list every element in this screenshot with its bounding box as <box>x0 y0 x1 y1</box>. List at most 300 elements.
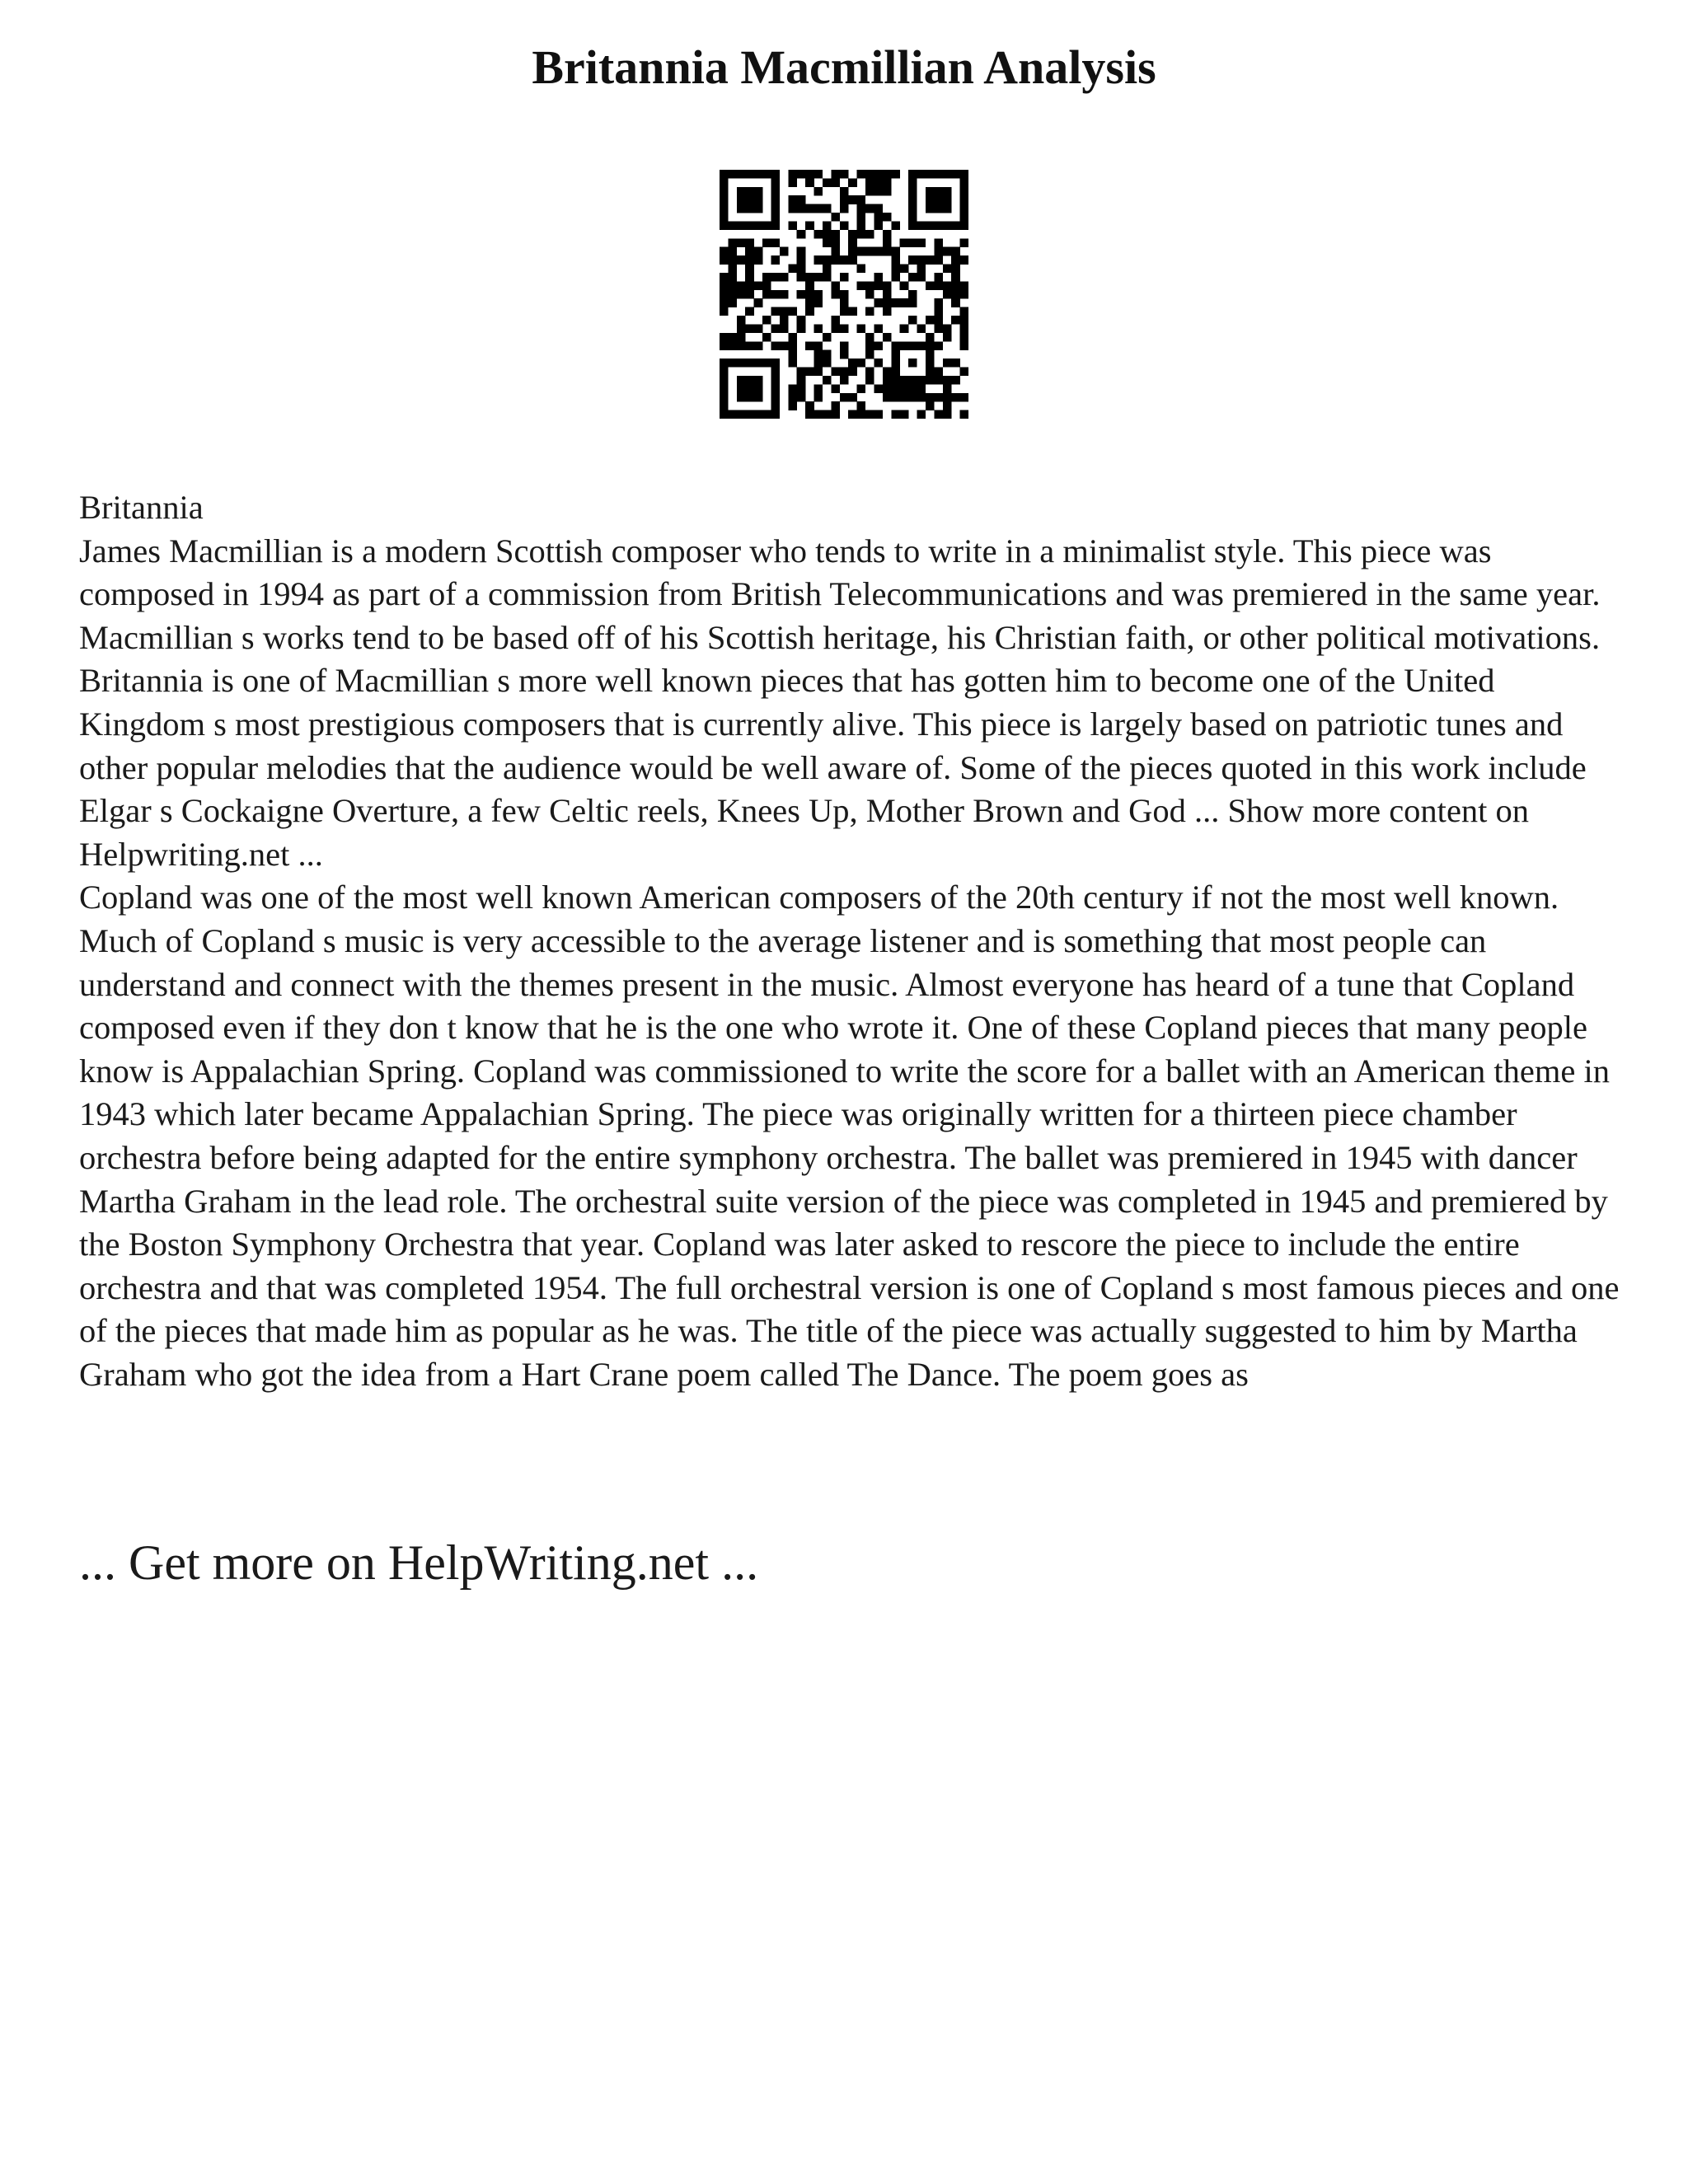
qr-module <box>960 307 968 316</box>
qr-module <box>780 290 789 299</box>
qr-module <box>840 195 849 204</box>
qr-module <box>865 350 874 359</box>
qr-module <box>840 341 849 350</box>
qr-module <box>926 393 935 402</box>
qr-module <box>797 368 806 377</box>
qr-module <box>762 238 771 247</box>
qr-module <box>814 170 823 179</box>
qr-module <box>934 368 943 377</box>
qr-module <box>865 230 874 239</box>
qr-module <box>728 341 737 350</box>
qr-module <box>797 316 806 325</box>
qr-module <box>874 298 883 307</box>
qr-module <box>943 170 952 179</box>
qr-module <box>926 341 935 350</box>
qr-module <box>805 307 814 316</box>
qr-module <box>720 307 729 316</box>
qr-code-icon[interactable] <box>720 170 968 419</box>
qr-module <box>926 368 935 377</box>
qr-module <box>917 376 926 385</box>
qr-module <box>788 221 797 230</box>
qr-module <box>848 178 857 187</box>
qr-module <box>823 178 832 187</box>
qr-module <box>771 376 780 385</box>
qr-module <box>926 195 935 204</box>
qr-module <box>900 324 909 333</box>
qr-module <box>737 384 746 393</box>
qr-module <box>754 170 763 179</box>
qr-module <box>908 393 917 402</box>
qr-module <box>823 221 832 230</box>
qr-module <box>865 290 874 299</box>
qr-module <box>771 410 780 419</box>
qr-module <box>908 187 917 196</box>
qr-module <box>857 213 866 222</box>
qr-module <box>874 341 883 350</box>
qr-module <box>908 238 917 247</box>
qr-module <box>874 359 883 368</box>
qr-module <box>900 376 909 385</box>
qr-module <box>823 255 832 265</box>
qr-module <box>831 247 840 256</box>
qr-module <box>728 281 737 290</box>
qr-module <box>797 290 806 299</box>
qr-module <box>891 368 900 377</box>
qr-module <box>771 178 780 187</box>
qr-module <box>720 247 729 256</box>
qr-module <box>797 324 806 333</box>
qr-module <box>762 359 771 368</box>
qr-module <box>908 213 917 222</box>
qr-module <box>823 230 832 239</box>
qr-module <box>754 393 763 402</box>
qr-module <box>745 384 754 393</box>
qr-module <box>771 255 780 265</box>
qr-module <box>960 341 968 350</box>
qr-module <box>737 255 746 265</box>
qr-module <box>891 350 900 359</box>
qr-module <box>908 273 917 282</box>
qr-module <box>960 204 968 213</box>
qr-module <box>934 247 943 256</box>
qr-module <box>814 324 823 333</box>
qr-module <box>788 333 797 342</box>
qr-module <box>720 368 729 377</box>
qr-module <box>720 204 729 213</box>
qr-module <box>857 281 866 290</box>
qr-module <box>728 265 737 274</box>
qr-module <box>874 281 883 290</box>
qr-module <box>745 307 754 316</box>
qr-module <box>754 359 763 368</box>
qr-module <box>737 290 746 299</box>
qr-module <box>960 368 968 377</box>
qr-module <box>874 187 883 196</box>
qr-module <box>720 384 729 393</box>
qr-module <box>788 307 797 316</box>
qr-code-graphic <box>720 170 968 419</box>
qr-module <box>874 273 883 282</box>
qr-module <box>857 230 866 239</box>
qr-module <box>865 187 874 196</box>
qr-module <box>780 324 789 333</box>
qr-module <box>754 341 763 350</box>
qr-module <box>951 281 960 290</box>
qr-module <box>745 290 754 299</box>
qr-module <box>780 307 789 316</box>
qr-module <box>840 368 849 377</box>
qr-module <box>728 221 737 230</box>
qr-module <box>874 204 883 213</box>
qr-module <box>745 238 754 247</box>
qr-module <box>720 298 729 307</box>
qr-module <box>754 187 763 196</box>
qr-module <box>831 238 840 247</box>
qr-module <box>720 341 729 350</box>
qr-module <box>771 384 780 393</box>
qr-module <box>874 324 883 333</box>
qr-module <box>780 273 789 282</box>
qr-module <box>720 393 729 402</box>
qr-module <box>943 376 952 385</box>
article-body <box>79 486 1629 1396</box>
qr-module <box>934 341 943 350</box>
qr-module <box>926 170 935 179</box>
qr-module <box>720 221 729 230</box>
qr-module <box>960 178 968 187</box>
qr-module <box>917 410 926 419</box>
qr-module <box>831 281 840 290</box>
qr-module <box>780 247 789 256</box>
qr-module <box>754 384 763 393</box>
qr-module <box>840 187 849 196</box>
qr-module <box>840 204 849 213</box>
qr-module <box>814 368 823 377</box>
qr-module <box>960 393 968 402</box>
qr-module <box>788 204 797 213</box>
qr-module <box>745 255 754 265</box>
qr-module <box>917 265 926 274</box>
qr-module <box>754 281 763 290</box>
qr-module <box>797 384 806 393</box>
qr-module <box>780 316 789 325</box>
qr-module <box>728 247 737 256</box>
qr-module <box>951 290 960 299</box>
qr-module <box>917 238 926 247</box>
qr-module <box>805 410 814 419</box>
qr-module <box>874 213 883 222</box>
qr-module <box>745 204 754 213</box>
qr-module <box>754 298 763 307</box>
qr-module <box>720 273 729 282</box>
qr-module <box>771 368 780 377</box>
qr-module <box>934 238 943 247</box>
qr-module <box>951 393 960 402</box>
qr-module <box>865 333 874 342</box>
qr-module <box>797 195 806 204</box>
qr-module <box>908 195 917 204</box>
page-title: Britannia Macmillian Analysis <box>532 40 1156 94</box>
qr-module <box>788 195 797 204</box>
qr-module <box>908 316 917 325</box>
qr-module <box>934 324 943 333</box>
qr-module <box>737 195 746 204</box>
qr-module <box>883 247 892 256</box>
qr-module <box>900 238 909 247</box>
qr-module <box>857 410 866 419</box>
qr-module <box>771 307 780 316</box>
qr-module <box>960 170 968 179</box>
qr-module <box>883 170 892 179</box>
qr-module <box>848 307 857 316</box>
qr-module <box>788 393 797 402</box>
qr-module <box>960 410 968 419</box>
qr-module <box>737 393 746 402</box>
qr-module <box>823 410 832 419</box>
qr-module <box>883 384 892 393</box>
qr-module <box>883 281 892 290</box>
qr-module <box>891 359 900 368</box>
qr-module <box>891 255 900 265</box>
qr-module <box>917 384 926 393</box>
qr-module <box>926 316 935 325</box>
qr-module <box>883 213 892 222</box>
qr-module <box>754 195 763 204</box>
qr-module <box>908 255 917 265</box>
qr-module <box>883 298 892 307</box>
qr-module <box>951 265 960 274</box>
qr-module <box>831 384 840 393</box>
qr-module <box>840 170 849 179</box>
qr-module <box>891 170 900 179</box>
qr-module <box>805 290 814 299</box>
qr-module <box>823 273 832 282</box>
qr-module <box>771 170 780 179</box>
qr-module <box>788 350 797 359</box>
qr-module <box>943 333 952 342</box>
qr-module <box>960 333 968 342</box>
qr-module <box>900 341 909 350</box>
qr-module <box>745 195 754 204</box>
qr-module <box>840 221 849 230</box>
qr-module <box>917 393 926 402</box>
qr-module <box>720 281 729 290</box>
qr-module <box>745 247 754 256</box>
qr-module <box>831 368 840 377</box>
qr-module <box>831 324 840 333</box>
qr-module <box>848 195 857 204</box>
qr-module <box>934 187 943 196</box>
qr-module <box>934 273 943 282</box>
qr-module <box>951 221 960 230</box>
qr-module <box>762 273 771 282</box>
qr-module <box>943 290 952 299</box>
qr-module <box>908 384 917 393</box>
qr-module <box>960 187 968 196</box>
qr-module <box>960 281 968 290</box>
qr-module <box>805 273 814 282</box>
qr-module <box>728 333 737 342</box>
qr-module <box>926 281 935 290</box>
qr-module <box>840 290 849 299</box>
qr-module <box>943 281 952 290</box>
qr-module <box>943 384 952 393</box>
qr-module <box>831 316 840 325</box>
qr-module <box>926 187 935 196</box>
qr-module <box>900 265 909 274</box>
qr-module <box>728 255 737 265</box>
qr-module <box>737 204 746 213</box>
qr-module <box>797 393 806 402</box>
qr-module <box>908 170 917 179</box>
qr-module <box>943 265 952 274</box>
qr-module <box>737 359 746 368</box>
qr-module <box>805 401 814 410</box>
qr-module <box>926 359 935 368</box>
qr-module <box>951 273 960 282</box>
qr-module <box>943 221 952 230</box>
qr-module <box>943 410 952 419</box>
qr-module <box>857 247 866 256</box>
qr-module <box>737 341 746 350</box>
qr-module <box>823 359 832 368</box>
qr-module <box>874 384 883 393</box>
qr-module <box>883 238 892 247</box>
qr-module <box>857 204 866 213</box>
qr-module <box>737 333 746 342</box>
qr-module <box>745 281 754 290</box>
qr-module <box>771 324 780 333</box>
qr-module <box>754 247 763 256</box>
qr-module <box>857 170 866 179</box>
qr-module <box>891 247 900 256</box>
qr-module <box>865 376 874 385</box>
qr-module <box>960 221 968 230</box>
qr-module <box>865 247 874 256</box>
qr-module <box>814 341 823 350</box>
qr-module <box>917 341 926 350</box>
qr-module <box>771 204 780 213</box>
qr-module <box>797 273 806 282</box>
qr-module <box>883 393 892 402</box>
qr-module <box>720 195 729 204</box>
qr-module <box>737 281 746 290</box>
qr-module <box>917 221 926 230</box>
qr-module <box>840 255 849 265</box>
qr-module <box>960 255 968 265</box>
qr-module <box>762 333 771 342</box>
qr-module <box>797 230 806 239</box>
qr-module <box>720 170 729 179</box>
qr-module <box>857 265 866 274</box>
qr-module <box>857 401 866 410</box>
qr-module <box>857 384 866 393</box>
qr-module <box>814 350 823 359</box>
qr-module <box>823 333 832 342</box>
qr-module <box>805 341 814 350</box>
qr-module <box>745 170 754 179</box>
qr-module <box>728 170 737 179</box>
qr-module <box>745 341 754 350</box>
qr-module <box>788 384 797 393</box>
qr-module <box>908 178 917 187</box>
qr-module <box>771 393 780 402</box>
qr-module <box>926 376 935 385</box>
qr-module <box>865 410 874 419</box>
qr-module <box>943 247 952 256</box>
qr-module <box>883 368 892 377</box>
qr-module <box>771 195 780 204</box>
qr-module <box>720 376 729 385</box>
qr-module <box>720 213 729 222</box>
qr-module <box>720 290 729 299</box>
qr-module <box>728 359 737 368</box>
qr-module <box>874 170 883 179</box>
qr-module <box>848 255 857 265</box>
qr-module <box>720 359 729 368</box>
qr-module <box>805 178 814 187</box>
qr-module <box>891 376 900 385</box>
qr-module <box>960 290 968 299</box>
qr-module <box>951 298 960 307</box>
qr-module <box>891 393 900 402</box>
qr-module <box>840 307 849 316</box>
qr-module <box>908 221 917 230</box>
qr-module <box>900 298 909 307</box>
qr-module <box>943 359 952 368</box>
qr-module <box>883 333 892 342</box>
qr-module <box>891 298 900 307</box>
qr-module <box>934 281 943 290</box>
qr-module <box>814 273 823 282</box>
qr-module <box>908 290 917 299</box>
qr-module <box>788 170 797 179</box>
qr-module <box>814 255 823 265</box>
qr-module <box>754 410 763 419</box>
qr-module <box>814 393 823 402</box>
qr-module <box>848 238 857 247</box>
qr-module <box>771 273 780 282</box>
qr-module <box>891 221 900 230</box>
qr-module <box>788 341 797 350</box>
qr-module <box>900 410 909 419</box>
qr-module <box>745 376 754 385</box>
qr-module <box>857 195 866 204</box>
qr-module <box>745 265 754 274</box>
qr-module <box>883 230 892 239</box>
get-more-link[interactable]: ... Get more on HelpWriting.net ... <box>79 1535 759 1590</box>
qr-module <box>865 341 874 350</box>
qr-module <box>934 298 943 307</box>
qr-module <box>934 170 943 179</box>
qr-module <box>762 290 771 299</box>
qr-module <box>874 410 883 419</box>
qr-module <box>848 359 857 368</box>
qr-module <box>754 324 763 333</box>
qr-module <box>737 376 746 385</box>
qr-module <box>943 324 952 333</box>
qr-module <box>926 255 935 265</box>
qr-module <box>943 187 952 196</box>
qr-module <box>728 290 737 299</box>
qr-module <box>934 393 943 402</box>
qr-module <box>865 204 874 213</box>
qr-module <box>857 359 866 368</box>
qr-module <box>908 298 917 307</box>
qr-module <box>943 195 952 204</box>
qr-module <box>720 410 729 419</box>
qr-module <box>797 247 806 256</box>
